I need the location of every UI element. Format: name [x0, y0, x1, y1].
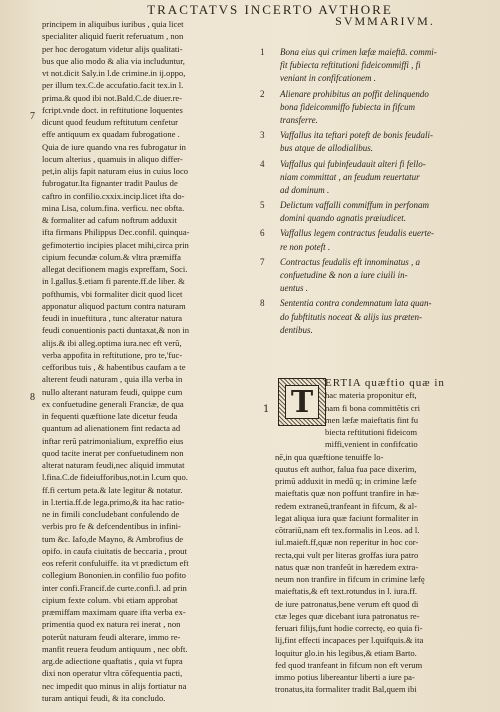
- right-text-line: primū adduxit in medū q; in crimine læfe: [275, 476, 417, 486]
- summary-item: [256, 256, 481, 296]
- right-text-line: miffi,venient in confifcatio: [325, 439, 418, 450]
- right-text-line: quutus eft author, falua fua pace dixerim,: [275, 463, 417, 474]
- summary-item-line: fit fubiecta reftitutioni fideicommiffi , fi: [280, 60, 421, 71]
- left-text-line: primentia quod ex natura rei inerat , non: [42, 619, 181, 630]
- left-text-line: verbis pro fe & defcendentibus in infini-: [42, 521, 181, 532]
- left-text-line: cipium fecundæ colum.& vltra præmiffa: [42, 251, 181, 262]
- left-text-line: collegium Bononien.in confilio fuo pofito: [42, 570, 186, 581]
- right-text-line: hac materia proponitur eft,: [325, 390, 417, 401]
- right-text-line: de iure patronatus,bene verum eft quod di: [275, 598, 419, 609]
- running-head: TRACTATVS INCERTO AVTHORE: [147, 2, 393, 17]
- summary-item-line: bus atque de allodialibus.: [280, 143, 373, 154]
- left-text-line: allegat decifionem magis expreffam, Soci.: [42, 264, 188, 274]
- summary-item-number: 6: [260, 228, 265, 239]
- left-text-line: caftro in confilio.cxxix.incip.licet ifta do-: [42, 190, 185, 201]
- right-column: [275, 377, 485, 696]
- summary-item-line: veniant in confifcationem .: [280, 73, 376, 84]
- initial-letter: T: [285, 385, 319, 419]
- summary-item-number: 1: [260, 47, 265, 57]
- left-text-line: principem in aliquibus iuribus , quia licet: [42, 19, 184, 29]
- summary-item-line: Vaffallus legem contractus feudalis euerte-: [280, 228, 434, 239]
- summary-item-line: Sententia contra condemnatum lata quan-: [280, 298, 432, 309]
- left-text-line: inftar rerū patrimonialium, expreffio eius: [42, 435, 184, 446]
- right-text-line: biecta reftitutioni fideicom: [325, 427, 418, 437]
- right-text-line: cōtrariū,nam eft tex.formalis in l.eos. ad l.: [275, 525, 420, 535]
- left-text-line: bus que alio modo & alia via includuntur,: [42, 55, 185, 66]
- left-text-line: apponatur aliquod pactum contra naturam: [42, 300, 186, 311]
- right-text-line: redem extraneū,tranfeant in fifcum, & al-: [275, 500, 417, 511]
- left-text-line: cefforibus tuis , & habentibus caufam a te: [42, 362, 186, 372]
- right-text-line: natus quæ non tranfeūt in hæredem extra-: [275, 561, 419, 572]
- left-text-line: fubrogatur.Ita fignanter tradit Paulus de: [42, 178, 178, 189]
- summary-list: [256, 46, 481, 339]
- left-text-line: eos referit confuluiffe. ita vt prædictum eft: [42, 558, 189, 568]
- left-text-line: ff.fi certum peta.& late legitur & notatur.: [42, 484, 183, 495]
- summary-item-line: dentibus.: [280, 324, 313, 335]
- summary-item: [256, 129, 481, 155]
- summary-item-line: Bona eius qui crimen læfæ maieftā. commi-: [280, 47, 437, 57]
- left-text-line: opifo. in caufa ciuitatis de beccaria , prout: [42, 545, 187, 556]
- right-text-line: immo potius libereantur liberti a iure pa-: [275, 672, 415, 682]
- left-column: [42, 18, 247, 704]
- left-text-line: ne in fimili concludebant confulendo de: [42, 509, 180, 519]
- summary-item-number: 4: [260, 158, 265, 169]
- left-text-line: quantum ad alienationem fint redacta ad: [42, 423, 181, 434]
- summary-item-number: 8: [260, 298, 265, 309]
- left-text-line: in l.gallus.§.etiam fi parente.ff.de liber. &: [42, 276, 185, 287]
- left-text-line: mina Lisa, colum.fina. verficu. nec obfta.: [42, 202, 185, 213]
- left-text-line: Quia de iure quando vna res fubrogatur in: [42, 141, 186, 152]
- left-text-line: l.fina.C.de fideiufforibus,not.in l.cum quo.: [42, 472, 188, 483]
- summary-item-line: transferre.: [280, 114, 318, 125]
- summary-item: [256, 158, 481, 198]
- right-text-line: iul.maieft.ff,quæ non reperitur in hoc cor-: [275, 537, 419, 548]
- summary-item: [256, 88, 481, 128]
- right-margin-number: 1: [263, 404, 270, 415]
- summary-item-line: niam committat , an feudum reuertatur: [280, 171, 420, 182]
- summary-item: [256, 297, 481, 337]
- summary-item-number: 3: [260, 130, 265, 141]
- summary-item-line: Alienare prohibitus an poffit delinquendo: [280, 88, 429, 99]
- left-text-line: feudi conuentionis pacti duntaxat,& non in: [42, 325, 190, 336]
- right-text-line: maieftatis,& eft text.rotundus in l. iura.ff.: [275, 586, 418, 597]
- summary-item-line: confuetudine & non a iure ciuili in-: [280, 270, 408, 280]
- left-text-line: alterent feudi naturam , quia illa verba in: [42, 374, 183, 385]
- left-text-line: per illum tex.C.de accufatio.facit tex.in l.: [42, 80, 184, 91]
- right-text-line: fed quod tranfeant in fifcum non eft verum: [275, 659, 423, 670]
- left-text-line: specialiter aliquid fuerit referuatum , non: [42, 31, 184, 42]
- left-text-line: locum alterius , quamuis in aliquo differ-: [42, 153, 183, 164]
- left-text-line: prima.& quod ibi not.Bald.C.de diuer.re-: [42, 92, 183, 103]
- left-text-line: per hoc derogatum videtur alijs qualitati-: [42, 43, 183, 54]
- left-text-line: nec impedit quo minus in alijs fortiatur na: [42, 680, 187, 691]
- summary-item-line: Contractus feudalis eft innominatus , a: [280, 256, 421, 267]
- left-text-line: fcript.vnde doct. in reftitutione loquentes: [42, 104, 183, 115]
- right-text-line: neum non tranfire in fifcum in crimine læfę: [275, 574, 425, 584]
- summary-item-line: ad dominum .: [280, 184, 330, 195]
- left-text-line: gefimotertio incipies placet mihi,circa prin: [42, 239, 189, 250]
- left-text-line: verba appofita in reftitutione, pro te,'fuc-: [42, 349, 183, 360]
- right-text-line: nē,in qua quæftione tenuiffe lo-: [275, 451, 384, 462]
- left-text-line: arg.de adiectione quaftatis , quia vt fupra: [42, 656, 183, 666]
- left-text-line: dicunt quod feudum reftitutum cenfetur: [42, 117, 179, 127]
- left-text-line: inter confi.Francif.de curte.confi.l. ad prin: [42, 582, 187, 593]
- right-text-line: ctæ leges quæ dicebant iura patronatus re-: [275, 610, 420, 621]
- right-text-line: men læfæ maieftatis fint fu: [325, 414, 419, 425]
- left-text-line: in fequenti quæftione late dicetur feuda: [42, 411, 178, 421]
- left-text-line: quod tacite inerat per confuetudinem non: [42, 447, 184, 458]
- summary-item-number: 5: [260, 200, 265, 211]
- summary-item: [256, 227, 481, 253]
- left-text-line: nullo alterant naturam feudi, quippe cum: [42, 386, 183, 397]
- summary-item-line: Vaffallus ita teftari poteft de bonis feudali-: [280, 130, 433, 141]
- left-text-line: feudi in inueftitura , tunc alteratur natura: [42, 313, 183, 323]
- right-text-line: recta,qui vult per literas groffas iura patro: [275, 549, 419, 560]
- right-text-line: nam fi bona committētis cri: [325, 402, 420, 413]
- right-text-line: lij,fint effecti incapaces per l.quifquis.& ita: [275, 635, 424, 646]
- left-text-line: poterūt naturam feudi alterare, immo re-: [42, 631, 181, 642]
- left-text-line: in l.tertia.ff.de lega.primo,& ita hac ratio-: [42, 496, 185, 507]
- left-text-line: turam antiqui feudi, & ita concludo.: [42, 692, 166, 703]
- summary-item-line: Vaffallus qui fubinfeudauit alteri fi fello-: [280, 158, 426, 169]
- left-text-line: vt not.dicit Saly.in l.de crimine.in ij.oppo,: [42, 68, 186, 78]
- summary-item-line: Delictum vaffalli commiffum in perfonam: [280, 200, 429, 211]
- left-text-line: præmiffam maximam quare ifta verba ex-: [42, 607, 186, 617]
- left-text-line: & formaliter ad cafum noftrum adduxit: [42, 215, 177, 225]
- right-text-line: feruari filijs,funt hodie correctę, eo quia fi-: [275, 623, 423, 633]
- left-text-line: pet,in alijs fapit naturam eius in cuius loco: [42, 166, 189, 176]
- left-text-line: effe antiquum ex quadam fubrogatione .: [42, 129, 180, 140]
- summary-item-line: bona fideicommiffo fubiecta in fifcum: [280, 101, 415, 112]
- right-text-line: ERTIA quæftio quæ in: [325, 377, 445, 389]
- left-text-line: cipium fexte colum. vbi etiam approbat: [42, 594, 178, 605]
- right-text-line: maieftatis quæ non poffunt tranfire in hæ-: [275, 488, 419, 499]
- left-text-line: ifta firmans Philippus Dec.confil. quinqua-: [42, 227, 190, 238]
- right-text-line: loquitur glo.in his legibus,& etiam Barto.: [275, 647, 417, 658]
- left-text-line: pofthumis, vbi formaliter dicit quod licet: [42, 288, 183, 299]
- left-text-line: tum &c. Iafo,de Mayno, & Ambrofius de: [42, 533, 184, 544]
- margin-number-8: 8: [30, 392, 35, 403]
- summary-item-number: 2: [260, 88, 265, 99]
- summary-item: [256, 199, 481, 225]
- summary-item-number: 7: [260, 256, 265, 267]
- summary-item-line: do fubftitutis noceat & alijs ius præten-: [280, 311, 423, 322]
- summary-item-line: uentus .: [280, 283, 308, 294]
- left-text-line: ex confuetudine generali Franciæ, de qua: [42, 398, 184, 409]
- right-text-line: tronatus,ita formaliter tradit Bal,quem ibi: [275, 684, 417, 695]
- left-text-line: alterat naturam feudi,nec aliquid immutat: [42, 460, 185, 470]
- summary-item-line: re non poteft .: [280, 241, 331, 252]
- left-text-line: alijs.& ibi alleg.optima iura.nec eft verū,: [42, 337, 182, 348]
- margin-number-7: 7: [30, 111, 35, 122]
- left-text-line: manfit reuera feudum antiquum , nec obft.: [42, 643, 188, 654]
- right-text-line: legat aliqua iura quæ faciunt formaliter in: [275, 512, 419, 523]
- left-text-line: dixi non operatur vltra cōfequentia pacti,: [42, 668, 183, 679]
- summary-item: [256, 46, 481, 86]
- summary-item-line: domini quando agnatis præiudicet.: [280, 213, 406, 224]
- summary-title: SVMMARIVM.: [335, 14, 435, 28]
